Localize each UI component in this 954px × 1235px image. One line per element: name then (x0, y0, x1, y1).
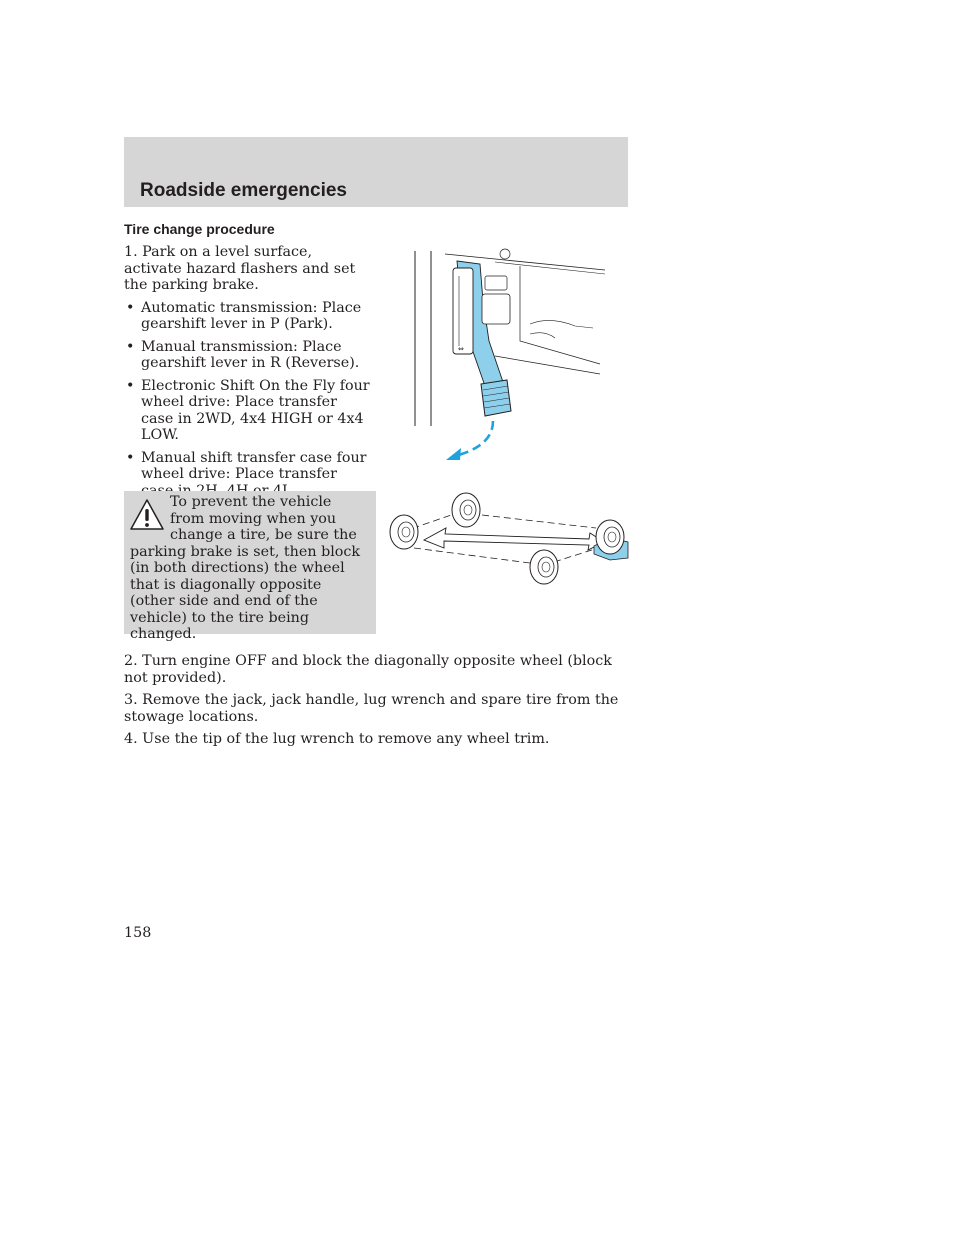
page-number: 158 (124, 925, 152, 941)
step-1-bullets (124, 300, 372, 500)
bullet-icon: • (126, 299, 135, 316)
step-2: 2. Turn engine OFF and block the diagonally opposite wheel (block not provided). (124, 653, 612, 686)
list-item: • Electronic Shift On the Fly four wheel drive: Place transfer case in 2WD, 4x4 HIGH or 4x4 LOW. (126, 377, 370, 443)
page-title: Roadside emergencies (140, 180, 347, 201)
wheel-icon (530, 550, 558, 584)
diagonal-wheel-block-illustration (384, 488, 630, 588)
svg-text:⇔: ⇔ (458, 345, 464, 353)
bullet-icon: • (126, 377, 135, 394)
step-1-column (124, 244, 372, 505)
warning-triangle-icon (128, 497, 166, 533)
list-item: • Automatic transmission: Place gearshift lever in P (Park). (126, 299, 362, 332)
list-item: • Manual transmission: Place gearshift lever in R (Reverse). (126, 338, 360, 371)
bullet-icon: • (126, 338, 135, 355)
parking-brake-pedal-illustration (405, 246, 605, 466)
wheel-icon (596, 520, 624, 554)
warning-text: To prevent the vehicle from moving when you change a tire, be sure the parking brake is set, then block (in both directions) the wheel that is diagonally opposite (other side and end of the vehicle) to the tire being changed. (130, 494, 361, 642)
step-1: 1. Park on a level surface, activate hazard flashers and set the parking brake. (124, 244, 356, 293)
step-4: 4. Use the tip of the lug wrench to remove any wheel trim. (124, 731, 550, 747)
step-3: 3. Remove the jack, jack handle, lug wrench and spare tire from the stowage locations. (124, 692, 619, 725)
list-item: • Manual shift transfer case four wheel drive: Place transfer (126, 449, 367, 482)
section-heading: Tire change procedure (124, 221, 275, 237)
wheel-icon (390, 515, 418, 549)
bullet-icon: • (126, 449, 135, 466)
header-band (124, 137, 628, 207)
wheel-icon (452, 493, 480, 527)
warning-box (124, 491, 376, 642)
remaining-steps (124, 653, 624, 754)
